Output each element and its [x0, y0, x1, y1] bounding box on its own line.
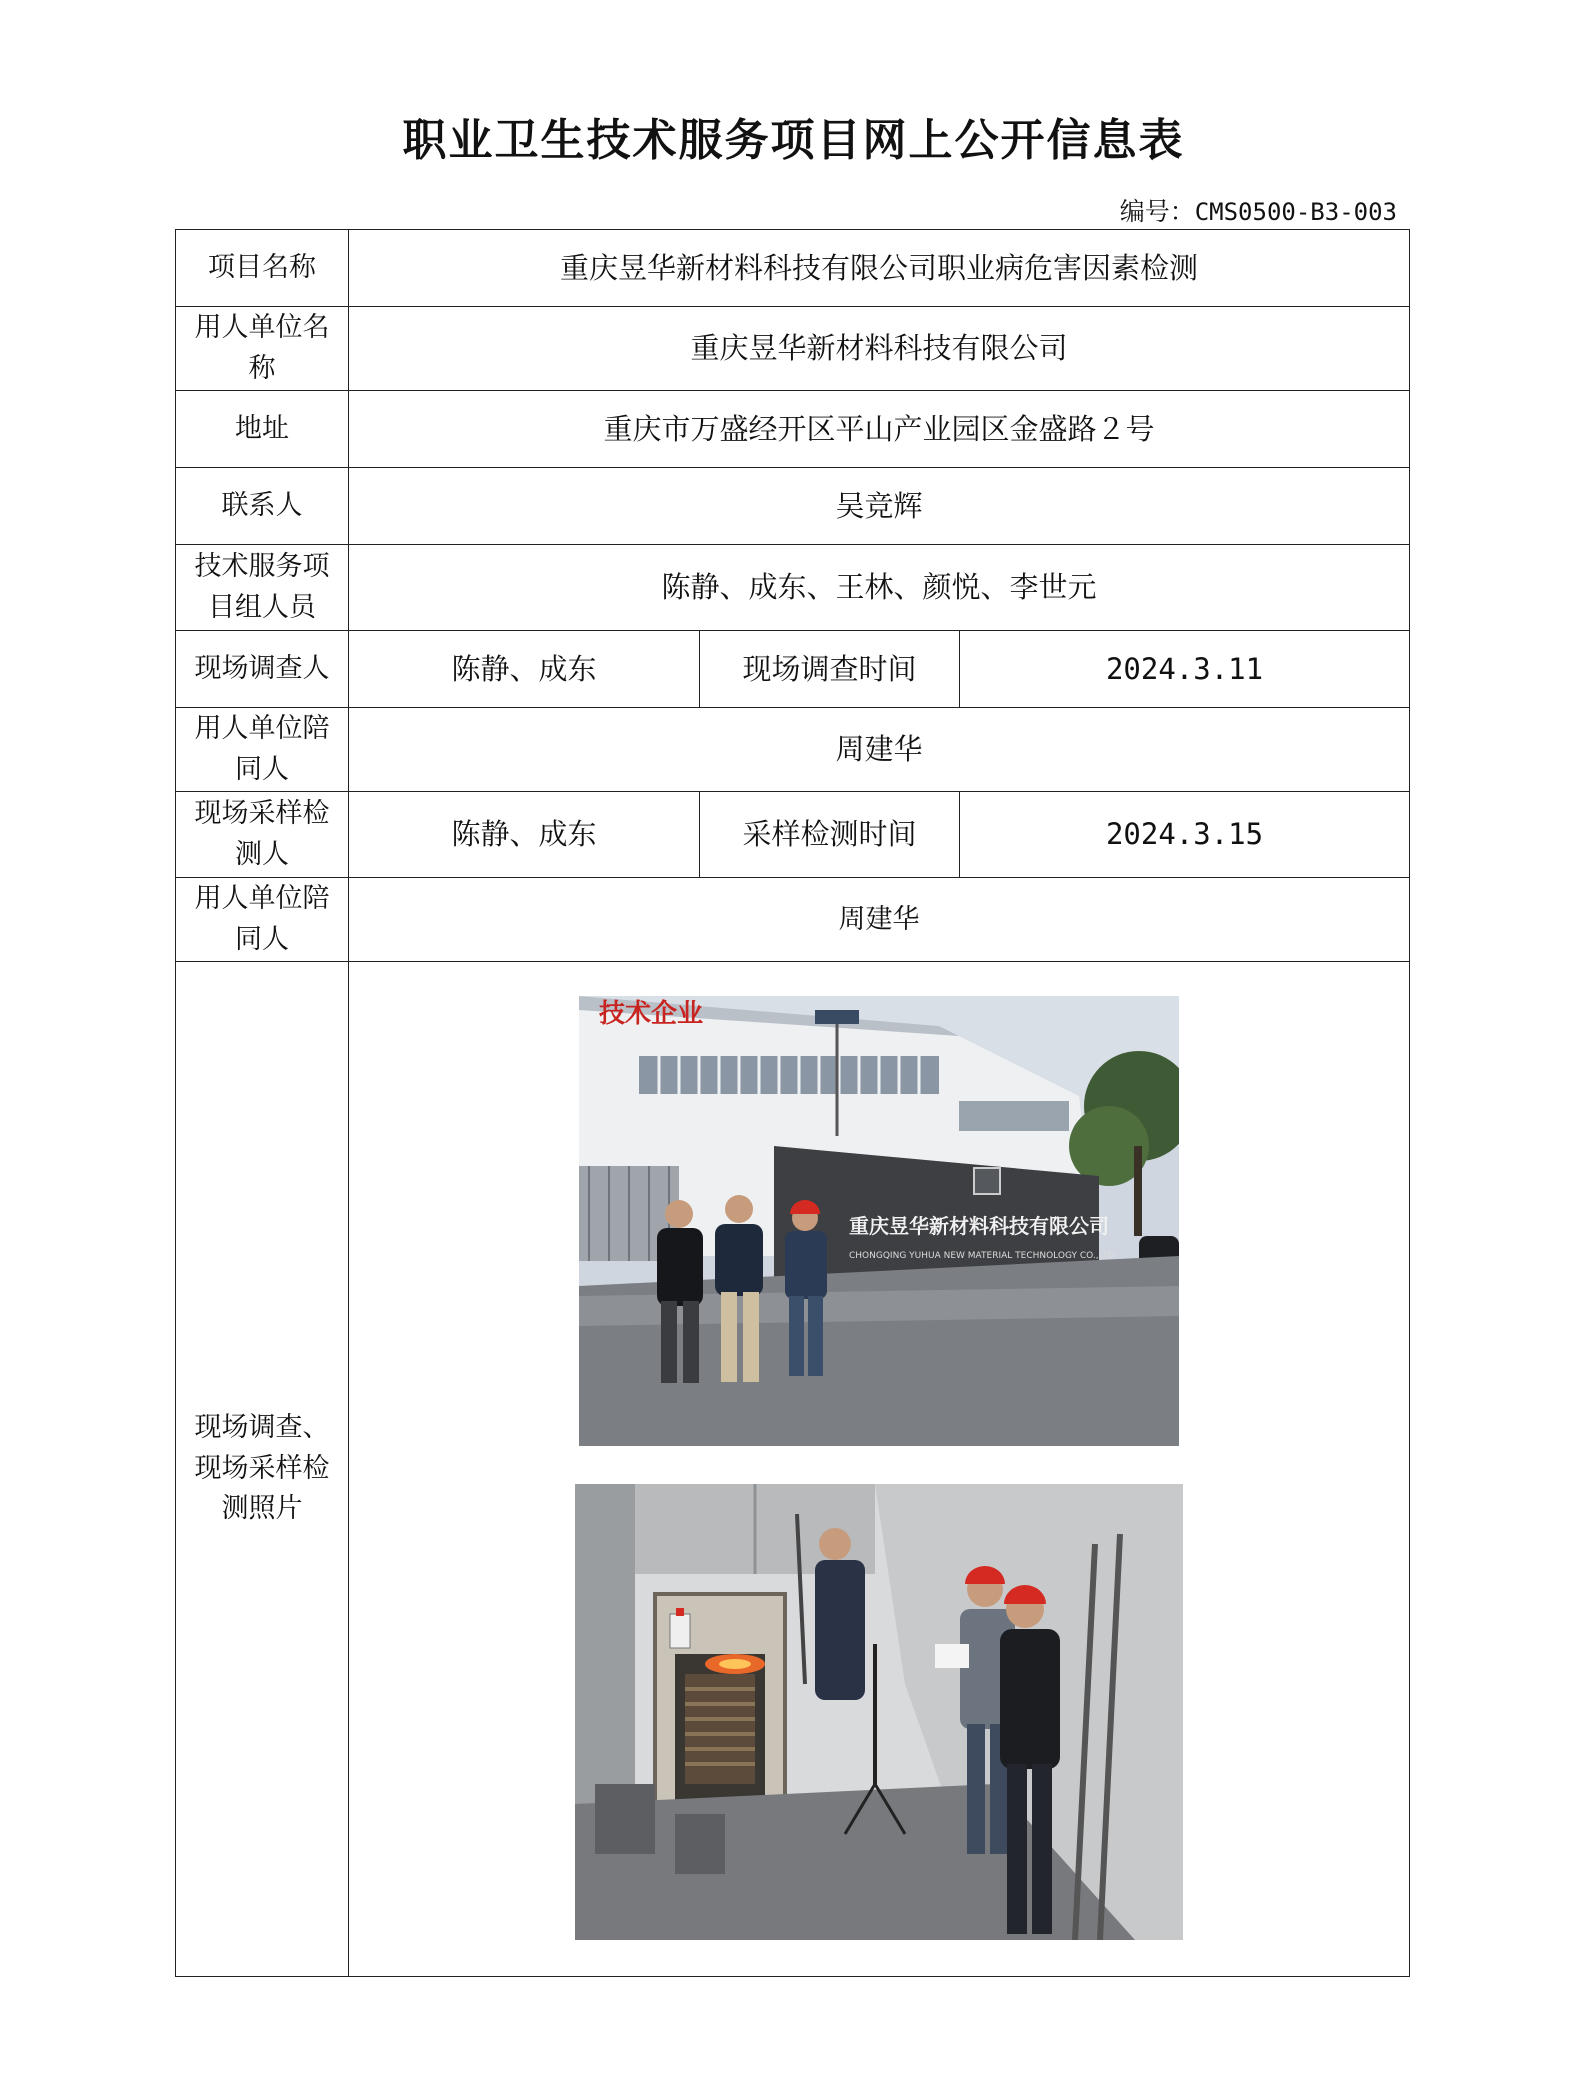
document-number-value: CMS0500-B3-003: [1194, 198, 1397, 226]
project-name-label: 项目名称: [176, 230, 349, 307]
site-survey-photo: [579, 996, 1179, 1446]
survey-escort-value: 周建华: [349, 708, 1410, 792]
row-team: [176, 545, 1410, 631]
sampling-label: 现场采样检测人: [176, 792, 349, 878]
address-label: 地址: [176, 391, 349, 468]
document-number: [1120, 192, 1397, 228]
info-table: [175, 229, 1410, 1977]
row-project-name: [176, 230, 1410, 307]
sign-subtext: CHONGQING YUHUA NEW MATERIAL TECHNOLOGY CO.,LTD: [849, 1251, 1115, 1261]
row-survey-escort: [176, 708, 1410, 792]
photos-cell: [349, 962, 1410, 1977]
employer-name-label: 用人单位名称: [176, 307, 349, 391]
sampling-escort-label: 用人单位陪同人: [176, 878, 349, 962]
sampling-escort-value: 周建华: [349, 878, 1410, 962]
row-sampling: [176, 792, 1410, 878]
document-number-label: 编号：: [1119, 197, 1195, 226]
survey-label: 现场调查人: [176, 631, 349, 708]
survey-time-value: 2024.3.11: [960, 631, 1410, 708]
sampling-photo: [575, 1484, 1183, 1940]
survey-value: 陈静、成东: [349, 631, 700, 708]
row-photos: [176, 962, 1410, 1977]
survey-time-label: 现场调查时间: [700, 631, 960, 708]
photos-label: 现场调查、现场采样检测照片: [176, 962, 349, 1977]
employer-name-value: 重庆昱华新材料科技有限公司: [349, 307, 1410, 391]
row-employer-name: [176, 307, 1410, 391]
contact-label: 联系人: [176, 468, 349, 545]
survey-escort-label: 用人单位陪同人: [176, 708, 349, 792]
page-title: 职业卫生技术服务项目网上公开信息表: [402, 115, 1185, 166]
row-sampling-escort: [176, 878, 1410, 962]
sampling-time-value: 2024.3.15: [960, 792, 1410, 878]
sampling-value: 陈静、成东: [349, 792, 700, 878]
banner-text: 技术企业: [599, 999, 704, 1029]
contact-value: 吴竞辉: [349, 468, 1410, 545]
team-label: 技术服务项目组人员: [176, 545, 349, 631]
row-contact: [176, 468, 1410, 545]
row-address: [176, 391, 1410, 468]
sign-text: 重庆昱华新材料科技有限公司: [849, 1214, 1109, 1238]
team-value: 陈静、成东、王林、颜悦、李世元: [349, 545, 1410, 631]
sampling-time-label: 采样检测时间: [700, 792, 960, 878]
row-survey: [176, 631, 1410, 708]
address-value: 重庆市万盛经开区平山产业园区金盛路２号: [349, 391, 1410, 468]
project-name-value: 重庆昱华新材料科技有限公司职业病危害因素检测: [349, 230, 1410, 307]
